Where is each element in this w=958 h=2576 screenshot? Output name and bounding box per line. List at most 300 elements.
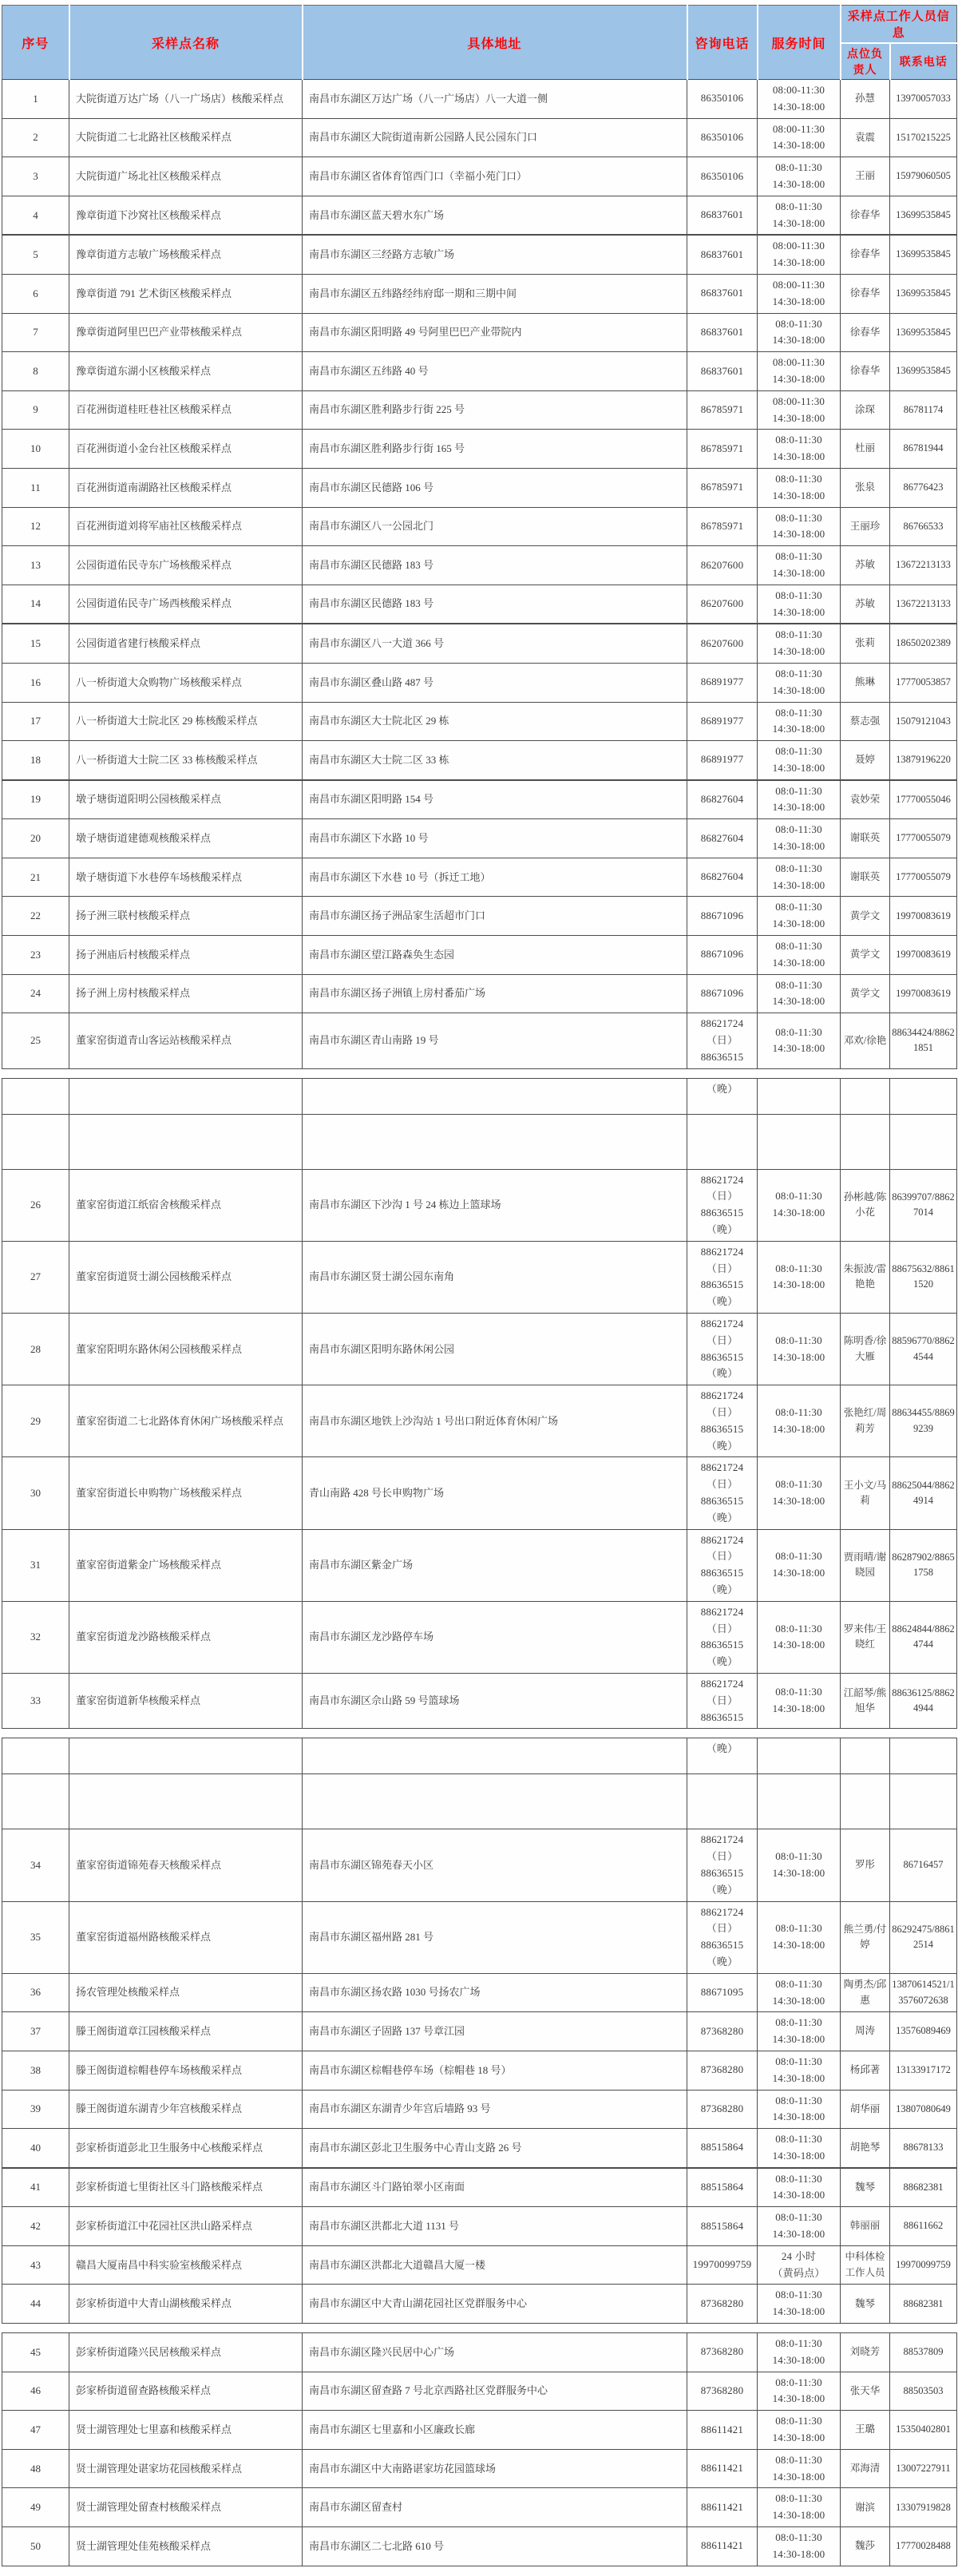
cell-leader: 苏敏 (841, 585, 890, 624)
cell-leader: 谢联英 (841, 858, 890, 897)
time-line: 14:30-18:00 (772, 1639, 825, 1651)
cell-service-time (758, 663, 841, 702)
phone-line: 88636515 (700, 1494, 744, 1507)
time-line: 14:30-18:00 (772, 256, 825, 269)
cell-phone (687, 702, 758, 741)
cell-leader: 王璐 (841, 2411, 890, 2450)
time-line: 14:30-18:00 (772, 2189, 825, 2201)
time-line: 08:0-11:30 (775, 2133, 822, 2146)
cell-contact: 13870614521/13576072638 (890, 1973, 957, 2012)
header-no: 序号 (2, 6, 69, 80)
phone-line: 86837601 (700, 364, 744, 377)
phone-line: （日） (706, 1034, 738, 1047)
phone-line: 88671096 (700, 909, 744, 921)
cont-row (2, 1738, 957, 1774)
cell-no: 3 (2, 157, 69, 196)
cell-leader: 胡艳琴 (841, 2129, 890, 2168)
table-row (2, 2207, 957, 2246)
cell-leader: 孙彬越/陈小花 (841, 1169, 890, 1241)
time-line: 14:30-18:00 (772, 1278, 825, 1291)
cell-address: 南昌市东湖区中大南路谌家坊花园篮球场 (303, 2449, 687, 2488)
cell-no: 41 (2, 2168, 69, 2207)
cell-site-name: 墩子塘街道建德观核酸采样点 (69, 819, 303, 858)
phone-line: 88611421 (700, 2423, 744, 2435)
cell-phone (687, 1078, 758, 1114)
cell-site-name: 八一桥街道大士院二区 33 栋核酸采样点 (69, 741, 303, 780)
page-break (2, 1729, 957, 1738)
table-row (2, 196, 957, 235)
time-line: 14:30-18:00 (772, 450, 825, 463)
cell-leader: 徐春华 (841, 235, 890, 274)
cell-no (2, 1114, 69, 1169)
cell-leader: 陈明香/徐大雁 (841, 1314, 890, 1385)
phone-line: 86827604 (700, 831, 744, 844)
cell-leader: 魏琴 (841, 2285, 890, 2324)
cell-address: 南昌市东湖区民德路 106 号 (303, 468, 687, 507)
cell-site-name (69, 1114, 303, 1169)
phone-line: （日） (706, 1406, 738, 1418)
time-line: 14:30-18:00 (772, 645, 825, 658)
cell-address: 南昌市东湖区大士院二区 33 栋 (303, 741, 687, 780)
phone-line: 86837601 (700, 325, 744, 338)
phone-line: 88621724 (700, 1533, 744, 1546)
table-row (2, 157, 957, 196)
cell-service-time (758, 235, 841, 274)
cell-leader: 魏琴 (841, 2168, 890, 2207)
time-line: 14:30-18:00 (772, 295, 825, 307)
cell-address: 南昌市东湖区七里嘉和小区廉政长廊 (303, 2411, 687, 2450)
phone-line: 88671096 (700, 948, 744, 961)
table-row (2, 2333, 957, 2372)
phone-line: 86837601 (700, 287, 744, 299)
cell-service-time (758, 2207, 841, 2246)
time-line: 14:30-18:00 (772, 2071, 825, 2084)
cell-address: 南昌市东湖区中大青山湖花园社区党群服务中心 (303, 2285, 687, 2324)
cell-contact: 88625044/88624914 (890, 1457, 957, 1529)
time-line: 14:30-18:00 (772, 177, 825, 190)
cell-service-time (758, 897, 841, 936)
cell-address: 南昌市东湖区大院街道南新公园路人民公园东门口 (303, 118, 687, 157)
table-row (2, 1601, 957, 1673)
phone-line: 88621724 (700, 1677, 744, 1690)
cell-site-name: 董家窑街道锦苑春天核酸采样点 (69, 1829, 303, 1901)
cell-contact: 13807080649 (890, 2090, 957, 2129)
cell-site-name: 董家窑阳明东路休闲公园核酸采样点 (69, 1314, 303, 1385)
cell-service-time (758, 1973, 841, 2012)
time-line: 08:0-11:30 (775, 1922, 822, 1935)
table-row (2, 1314, 957, 1385)
table-row (2, 780, 957, 819)
cell-phone (687, 352, 758, 391)
cell-no (2, 1774, 69, 1829)
cell-leader: 陶勇杰/邱惠 (841, 1973, 890, 2012)
cell-phone (687, 624, 758, 663)
table-row (2, 2168, 957, 2207)
time-line: 08:00-11:30 (772, 278, 825, 291)
cell-leader: 中科体检工作人员 (841, 2245, 890, 2285)
cell-contact: 88636125/88624944 (890, 1673, 957, 1728)
cell-leader: 蔡志强 (841, 702, 890, 741)
cell-site-name (69, 1738, 303, 1774)
header-address: 具体地址 (303, 6, 687, 80)
cell-phone (687, 2129, 758, 2168)
cell-contact: 15350402801 (890, 2411, 957, 2450)
cell-no: 50 (2, 2527, 69, 2566)
cell-address: 南昌市东湖区扬子洲镇上房村番茄广场 (303, 974, 687, 1013)
time-line: 14:30-18:00 (772, 1350, 825, 1363)
cell-leader: 徐春华 (841, 313, 890, 352)
table-row (2, 2285, 957, 2324)
cell-address: 南昌市东湖区隆兴民居中心广场 (303, 2333, 687, 2372)
cell-phone (687, 1829, 758, 1901)
phone-line: （日） (706, 1478, 738, 1491)
cell-service-time (758, 430, 841, 469)
cell-service-time (758, 507, 841, 546)
cell-site-name: 赣昌大厦南昌中科实验室核酸采样点 (69, 2245, 303, 2285)
time-line: 08:0-11:30 (775, 823, 822, 836)
time-line: 08:0-11:30 (775, 2453, 822, 2466)
time-line: 08:0-11:30 (775, 2016, 822, 2029)
cell-address: 南昌市东湖区胜利路步行街 165 号 (303, 430, 687, 469)
cell-leader: 王丽 (841, 157, 890, 196)
cell-phone (687, 741, 758, 780)
cell-site-name: 彭家桥街道七里街社区斗门路核酸采样点 (69, 2168, 303, 2207)
cell-leader: 罗彤 (841, 1829, 890, 1901)
cell-phone (687, 546, 758, 585)
cell-phone (687, 313, 758, 352)
phone-line: （晚） (706, 1223, 738, 1236)
cell-contact: 86292475/88612514 (890, 1901, 957, 1973)
cell-contact: 13133917172 (890, 2051, 957, 2090)
cell-site-name: 公园街道省建行核酸采样点 (69, 624, 303, 663)
table-body (2, 80, 957, 2566)
cell-leader: 苏敏 (841, 546, 890, 585)
time-line: 14:30-18:00 (772, 2149, 825, 2162)
phone-line: 88621724 (700, 1461, 744, 1474)
cell-service-time (758, 390, 841, 430)
table-row (2, 741, 957, 780)
cell-address: 南昌市东湖区留查路 7 号北京西路社区党群服务中心 (303, 2372, 687, 2411)
cell-address: 南昌市东湖区大士院北区 29 栋 (303, 702, 687, 741)
cell-service-time (758, 1738, 841, 1774)
cell-site-name: 贤士湖管理处谌家坊花园核酸采样点 (69, 2449, 303, 2488)
cell-site-name: 扬农管理处核酸采样点 (69, 1973, 303, 2012)
cell-service-time (758, 2245, 841, 2285)
cell-site-name: 八一桥街道大士院北区 29 栋核酸采样点 (69, 702, 303, 741)
time-line: 14:30-18:00 (772, 334, 825, 347)
cell-site-name: 董家窑街道新华核酸采样点 (69, 1673, 303, 1728)
cell-phone (687, 585, 758, 624)
cell-site-name: 董家窑街道紫金广场核酸采样点 (69, 1529, 303, 1601)
cell-address: 南昌市东湖区胜利路步行街 225 号 (303, 390, 687, 430)
cell-address: 南昌市东湖区福州路 281 号 (303, 1901, 687, 1973)
cell-phone (687, 196, 758, 235)
phone-line: 88636515 (700, 1278, 744, 1291)
time-line: 14:30-18:00 (772, 2431, 825, 2444)
header-leader: 点位负责人 (841, 43, 890, 80)
cell-no: 34 (2, 1829, 69, 1901)
cell-phone (687, 157, 758, 196)
time-line: 08:0-11:30 (775, 317, 822, 330)
cell-leader: 王丽珍 (841, 507, 890, 546)
time-line: 14:30-18:00 (772, 2470, 825, 2483)
cell-no: 43 (2, 2245, 69, 2285)
table-row (2, 2449, 957, 2488)
cell-contact: 13307919828 (890, 2488, 957, 2527)
table-row (2, 235, 957, 274)
cell-phone (687, 1457, 758, 1529)
cell-site-name: 扬子洲庙后村核酸采样点 (69, 936, 303, 975)
cell-phone (687, 2527, 758, 2566)
time-line: 08:0-11:30 (775, 784, 822, 797)
cell-contact (890, 1738, 957, 1774)
cell-leader: 聂婷 (841, 741, 890, 780)
time-line: 14:30-18:00 (772, 139, 825, 152)
phone-line: 88621724 (700, 1833, 744, 1846)
time-line: 14:30-18:00 (772, 411, 825, 424)
cell-contact: 13699535845 (890, 274, 957, 313)
cell-leader: 王小文/马莉 (841, 1457, 890, 1529)
cell-leader (841, 1078, 890, 1114)
table-row (2, 2527, 957, 2566)
time-line: 14:30-18:00 (772, 956, 825, 969)
cell-contact: 13699535845 (890, 352, 957, 391)
cell-no: 33 (2, 1673, 69, 1728)
cell-address: 南昌市东湖区东湖青少年宫后墙路 93 号 (303, 2090, 687, 2129)
cell-service-time (758, 702, 841, 741)
cell-no: 31 (2, 1529, 69, 1601)
cell-site-name (69, 1774, 303, 1829)
sampling-points-table (2, 5, 957, 2566)
time-line: 08:0-11:30 (775, 2094, 822, 2106)
cell-no: 20 (2, 819, 69, 858)
cell-contact: 19970083619 (890, 936, 957, 975)
cell-service-time (758, 624, 841, 663)
phone-line: （晚） (706, 1955, 738, 1968)
cell-address: 南昌市东湖区龙沙路停车场 (303, 1601, 687, 1673)
cell-leader: 胡华丽 (841, 2090, 890, 2129)
phone-line: （晚） (706, 1439, 738, 1452)
cell-address: 南昌市东湖区蓝天碧水东广场 (303, 196, 687, 235)
cell-no: 28 (2, 1314, 69, 1385)
cell-service-time (758, 974, 841, 1013)
cell-address: 南昌市东湖区青山南路 19 号 (303, 1013, 687, 1068)
cell-phone (687, 274, 758, 313)
time-line: 14:30-18:00 (772, 1702, 825, 1715)
cell-contact: 88682381 (890, 2285, 957, 2324)
cell-contact: 13672213133 (890, 546, 957, 585)
cell-no: 44 (2, 2285, 69, 2324)
time-line: 14:30-18:00 (772, 100, 825, 113)
cell-contact: 13970057033 (890, 80, 957, 119)
time-line: 08:0-11:30 (775, 511, 822, 524)
cell-no: 11 (2, 468, 69, 507)
cell-address: 南昌市东湖区二七北路 610 号 (303, 2527, 687, 2566)
cell-no: 24 (2, 974, 69, 1013)
cell-site-name: 墩子塘街道下水巷停车场核酸采样点 (69, 858, 303, 897)
cell-phone (687, 2449, 758, 2488)
cell-address: 南昌市东湖区民德路 183 号 (303, 546, 687, 585)
cell-leader: 张泉 (841, 468, 890, 507)
phone-line: （日） (706, 1550, 738, 1563)
cell-phone (687, 936, 758, 975)
cell-leader: 魏莎 (841, 2527, 890, 2566)
cell-no (2, 1738, 69, 1774)
cell-no: 7 (2, 313, 69, 352)
phone-line: （日） (706, 1850, 738, 1863)
cell-leader: 袁妙荣 (841, 780, 890, 819)
cell-address: 南昌市东湖区八一公园北门 (303, 507, 687, 546)
cell-service-time (758, 1457, 841, 1529)
cell-site-name: 彭家桥街道彭北卫生服务中心核酸采样点 (69, 2129, 303, 2168)
phone-line: 86785971 (700, 519, 744, 532)
page-break-gap (2, 1068, 957, 1078)
cell-contact: 17770055079 (890, 819, 957, 858)
cell-site-name: 扬子洲三联村核酸采样点 (69, 897, 303, 936)
cell-service-time (758, 1169, 841, 1241)
cell-no: 29 (2, 1385, 69, 1457)
time-line: 08:0-11:30 (775, 1190, 822, 1203)
cell-no: 8 (2, 352, 69, 391)
cell-site-name: 墩子塘街道阳明公园核酸采样点 (69, 780, 303, 819)
cell-leader: 周涛 (841, 2012, 890, 2051)
time-line: 08:0-11:30 (775, 978, 822, 991)
cell-phone (687, 2333, 758, 2372)
cell-no: 32 (2, 1601, 69, 1673)
phone-line: 86785971 (700, 403, 744, 416)
cell-no: 27 (2, 1241, 69, 1313)
cell-contact: 15079121043 (890, 702, 957, 741)
time-line: 08:0-11:30 (775, 161, 822, 174)
cell-service-time (758, 858, 841, 897)
cell-site-name: 董家窑街道长申购物广场核酸采样点 (69, 1457, 303, 1529)
cell-leader: 黄学文 (841, 936, 890, 975)
phone-line: （晚） (706, 1367, 738, 1380)
cell-leader: 韩丽丽 (841, 2207, 890, 2246)
cell-contact: 13699535845 (890, 313, 957, 352)
cell-service-time (758, 585, 841, 624)
time-line: 14:30-18:00 (772, 761, 825, 774)
time-line: 08:0-11:30 (775, 2492, 822, 2505)
time-line: 14:30-18:00 (772, 1567, 825, 1579)
time-line: 14:30-18:00 (772, 528, 825, 541)
table-row (2, 507, 957, 546)
cell-service-time (758, 1078, 841, 1114)
cell-leader: 邓欢/徐艳 (841, 1013, 890, 1068)
table-row (2, 1457, 957, 1529)
phone-line: 86827604 (700, 870, 744, 883)
phone-line: 88611421 (700, 2539, 744, 2552)
cell-site-name: 百花洲街道刘将军庙社区核酸采样点 (69, 507, 303, 546)
phone-line: （日） (706, 1190, 738, 1203)
page-break-gap (2, 1729, 957, 1738)
cell-address: 南昌市东湖区五纬路 40 号 (303, 352, 687, 391)
phone-line: 88636515 (700, 1350, 744, 1363)
time-line: 14:30-18:00 (772, 723, 825, 735)
time-line: 08:0-11:30 (775, 1686, 822, 1698)
time-line: 14:30-18:00 (772, 801, 825, 814)
cell-leader: 杨邱著 (841, 2051, 890, 2090)
cell-no: 30 (2, 1457, 69, 1529)
table-row (2, 974, 957, 1013)
cell-no: 23 (2, 936, 69, 975)
phone-line: 88611421 (700, 2500, 744, 2513)
phone-line: 86891977 (700, 714, 744, 727)
cell-service-time (758, 157, 841, 196)
cell-no: 9 (2, 390, 69, 430)
cell-contact (890, 1078, 957, 1114)
table-row (2, 546, 957, 585)
cell-contact: 86716457 (890, 1829, 957, 1901)
cell-leader: 徐春华 (841, 274, 890, 313)
cell-no: 39 (2, 2090, 69, 2129)
cell-contact: 88634455/88699239 (890, 1385, 957, 1457)
phone-line: （晚） (706, 1742, 738, 1755)
phone-line: 86891977 (700, 753, 744, 766)
table-row (2, 663, 957, 702)
cell-service-time (758, 2333, 841, 2372)
time-line: 14:30-18:00 (772, 684, 825, 696)
phone-line: 86207600 (700, 558, 744, 571)
time-line: 08:00-11:30 (772, 240, 825, 252)
page-break-gap (2, 2324, 957, 2333)
cell-service-time (758, 2168, 841, 2207)
time-line: 08:0-11:30 (775, 1478, 822, 1491)
time-line: 08:0-11:30 (775, 2337, 822, 2350)
cell-address: 南昌市东湖区万达广场（八一广场店）八一大道一侧 (303, 80, 687, 119)
cell-address (303, 1078, 687, 1114)
cell-leader: 罗来伟/王晓红 (841, 1601, 890, 1673)
table-row (2, 1169, 957, 1241)
table-row (2, 1241, 957, 1313)
cell-leader: 熊琳 (841, 663, 890, 702)
cell-phone (687, 235, 758, 274)
cell-leader: 张艳红/周莉芳 (841, 1385, 890, 1457)
cell-address: 南昌市东湖区下沙沟 1 号 24 栋边上篮球场 (303, 1169, 687, 1241)
time-line: 08:0-11:30 (775, 1406, 822, 1418)
cell-no: 4 (2, 196, 69, 235)
cell-service-time (758, 1114, 841, 1169)
cell-service-time (758, 2051, 841, 2090)
cell-address (303, 1774, 687, 1829)
phone-line: 86785971 (700, 442, 744, 454)
time-line: 08:0-11:30 (775, 1334, 822, 1346)
cell-contact: 17770053857 (890, 663, 957, 702)
cell-leader: 孙慧 (841, 80, 890, 119)
phone-line: 88636515 (700, 1567, 744, 1579)
phone-line: 86207600 (700, 636, 744, 649)
time-line: 14:30-18:00 (772, 840, 825, 853)
cell-leader: 黄学文 (841, 974, 890, 1013)
cell-contact: 13576089469 (890, 2012, 957, 2051)
page-break (2, 1068, 957, 1078)
time-line: （黄码点） (772, 2266, 825, 2279)
cell-phone (687, 507, 758, 546)
cell-site-name: 彭家桥街道中大青山湖核酸采样点 (69, 2285, 303, 2324)
cell-site-name (69, 1078, 303, 1114)
spacer-row (2, 1774, 957, 1829)
cell-phone (687, 2090, 758, 2129)
cell-address: 南昌市东湖区子固路 137 号章江园 (303, 2012, 687, 2051)
cell-service-time (758, 352, 841, 391)
table-row (2, 585, 957, 624)
table-row (2, 352, 957, 391)
cell-address: 南昌市东湖区贤士湖公园东南角 (303, 1241, 687, 1313)
cell-no: 22 (2, 897, 69, 936)
cell-phone (687, 897, 758, 936)
cell-site-name: 大院街道万达广场（八一广场店）核酸采样点 (69, 80, 303, 119)
cell-contact: 13699535845 (890, 235, 957, 274)
